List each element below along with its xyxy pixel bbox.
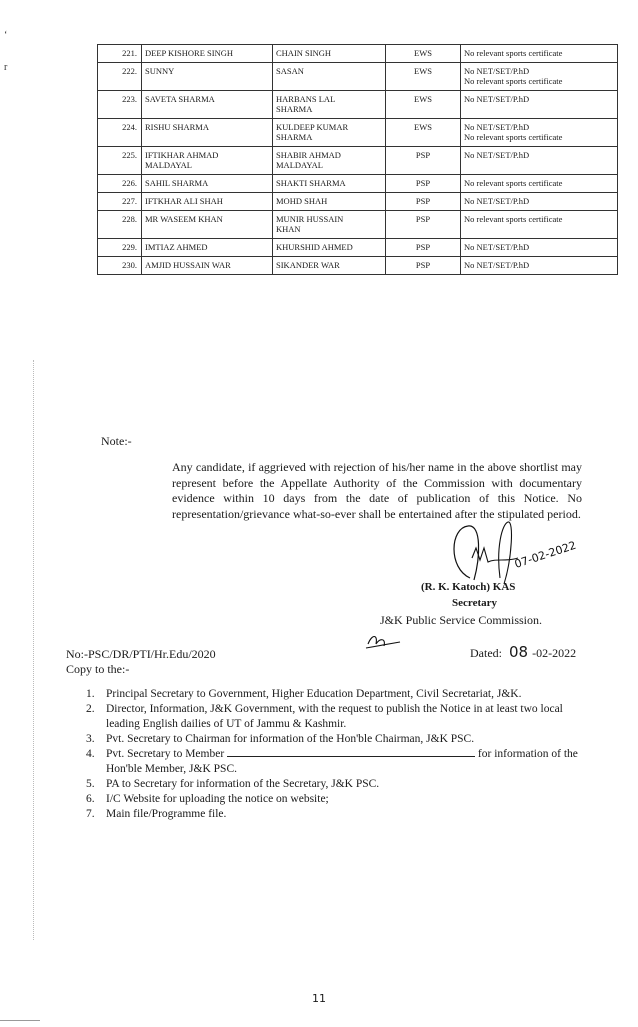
copy-list-item: 7. Main file/Programme file. [86,808,227,820]
candidate-name-cell: SAHIL SHARMA [142,175,273,193]
father-name-cell: SHAKTI SHARMA [273,175,386,193]
father-name-cell: SASAN [273,63,386,91]
table-row [98,91,618,119]
remarks-cell: No NET/SET/P.hD [461,147,618,175]
copy-list-item: 2. Director, Information, J&K Government, with the request to publish the Notice in at least two local leading English dailies of UT of Jammu & Kashmir. [86,703,563,730]
serial-cell: 224. [98,119,142,147]
serial-cell: 221. [98,45,142,63]
table-row [98,45,618,63]
copy-list-item: 1. Principal Secretary to Government, Higher Education Department, Civil Secretariat, J&K. [86,688,522,700]
father-name-cell: KHURSHID AHMED [273,239,386,257]
category-cell: PSP [386,211,461,239]
category-cell: PSP [386,175,461,193]
table-row [98,119,618,147]
candidate-name-cell: RISHU SHARMA [142,119,273,147]
serial-cell: 228. [98,211,142,239]
candidate-table [97,44,618,275]
table-row [98,147,618,175]
member-blank-line [227,747,475,757]
candidate-name-cell: IFTIKHAR AHMAD MALDAYAL [142,147,273,175]
serial-cell: 222. [98,63,142,91]
category-cell: EWS [386,45,461,63]
initials-scribble [364,630,404,652]
reference-number: No:-PSC/DR/PTI/Hr.Edu/2020 [66,647,216,661]
table-row [98,63,618,91]
scan-edge-line [0,1020,40,1021]
father-name-cell: HARBANS LAL SHARMA [273,91,386,119]
candidate-name-cell: IFTKHAR ALI SHAH [142,193,273,211]
category-cell: EWS [386,63,461,91]
father-name-cell: SIKANDER WAR [273,257,386,275]
father-name-cell: CHAIN SINGH [273,45,386,63]
serial-cell: 229. [98,239,142,257]
category-cell: PSP [386,257,461,275]
dated-label: Dated: [470,646,502,660]
copy-list [86,687,596,822]
father-name-cell: KULDEEP KUMAR SHARMA [273,119,386,147]
copy-list-item: 6. I/C Website for uploading the notice on website; [86,793,329,805]
father-name-cell: MUNIR HUSSAIN KHAN [273,211,386,239]
remarks-cell: No NET/SET/P.hD No relevant sports certificate [461,63,618,91]
candidate-table-body [98,45,618,275]
father-name-cell: SHABIR AHMAD MALDAYAL [273,147,386,175]
category-cell: PSP [386,193,461,211]
remarks-cell: No NET/SET/P.hD [461,257,618,275]
note-label: Note:- [101,434,132,448]
candidate-name-cell: IMTIAZ AHMED [142,239,273,257]
category-cell: EWS [386,91,461,119]
serial-cell: 225. [98,147,142,175]
remarks-cell: No NET/SET/P.hD [461,193,618,211]
candidate-name-cell: AMJID HUSSAIN WAR [142,257,273,275]
father-name-cell: MOHD SHAH [273,193,386,211]
remarks-cell: No NET/SET/P.hD No relevant sports certificate [461,119,618,147]
serial-cell: 230. [98,257,142,275]
table-row [98,239,618,257]
table-row [98,193,618,211]
category-cell: PSP [386,147,461,175]
table-row [98,257,618,275]
scan-gutter-line [33,360,34,940]
page-number: 11 [312,992,326,1005]
signatory-organization: J&K Public Service Commission. [380,613,542,627]
signature-date: 07-02-2022 [512,538,578,571]
dated-line [470,643,576,661]
note-text: Any candidate, if aggrieved with rejection of his/her name in the above shortlist may represent before the Appellate Authority of the Commission with documentary evidence within 10 days from the date of publication of this Notice. No representation/grievance what-so-ever shall be entertained after the stipulated period. [172,460,582,521]
signatory-name: (R. K. Katoch) KAS [421,581,516,593]
serial-cell: 223. [98,91,142,119]
dated-day: 08 [509,643,529,661]
table-row [98,175,618,193]
candidate-name-cell: MR WASEEM KHAN [142,211,273,239]
remarks-cell: No NET/SET/P.hD [461,91,618,119]
signatory-title: Secretary [452,597,497,609]
dated-rest: -02-2022 [532,646,577,660]
copy-list-item: 4. Pvt. Secretary to Member for information of the Hon'ble Member, J&K PSC. [86,748,578,775]
remarks-cell: No relevant sports certificate [461,211,618,239]
scan-mark: r [4,62,8,73]
category-cell: PSP [386,239,461,257]
remarks-cell: No NET/SET/P.hD [461,239,618,257]
candidate-name-cell: SAVETA SHARMA [142,91,273,119]
scan-mark: ‘ [4,30,8,41]
remarks-cell: No relevant sports certificate [461,175,618,193]
category-cell: EWS [386,119,461,147]
serial-cell: 227. [98,193,142,211]
copy-list-item: 3. Pvt. Secretary to Chairman for information of the Hon'ble Chairman, J&K PSC. [86,733,475,745]
copy-list-item: 5. PA to Secretary for information of the Secretary, J&K PSC. [86,778,380,790]
candidate-name-cell: SUNNY [142,63,273,91]
table-row [98,211,618,239]
serial-cell: 226. [98,175,142,193]
candidate-name-cell: DEEP KISHORE SINGH [142,45,273,63]
copy-to-label: Copy to the:- [66,662,130,676]
remarks-cell: No relevant sports certificate [461,45,618,63]
